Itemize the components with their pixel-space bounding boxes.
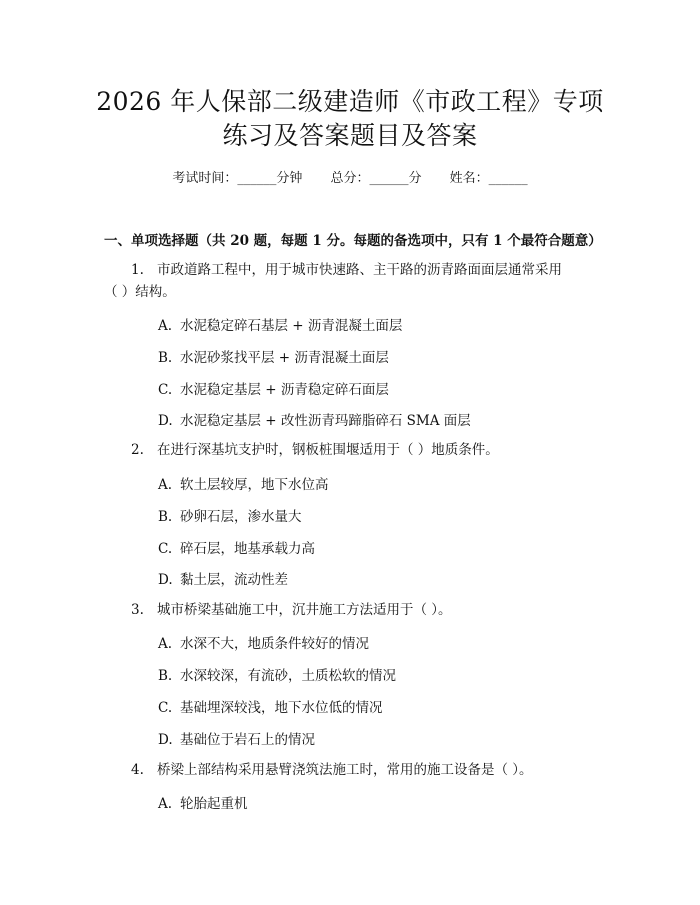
- question-3-option-b: [158, 664, 396, 684]
- question-2-option-a: [158, 473, 329, 493]
- question-number: 4.: [131, 762, 144, 778]
- option-letter: C.: [158, 382, 173, 398]
- question-1-stem: [131, 259, 562, 281]
- option-text: 水深较深，有流砂，土质松软的情况: [180, 668, 396, 684]
- option-text: 轮胎起重机: [180, 796, 248, 812]
- question-1-option-a: [158, 314, 402, 334]
- option-text: 软土层较厚，地下水位高: [180, 477, 329, 493]
- option-letter: A.: [158, 796, 173, 812]
- question-1-option-c: [158, 378, 389, 398]
- question-number: 3.: [131, 602, 144, 618]
- option-letter: B.: [158, 668, 173, 684]
- option-letter: A.: [158, 636, 173, 652]
- question-number: 1.: [131, 262, 144, 278]
- option-letter: B.: [158, 509, 173, 525]
- option-text: 砂卵石层，渗水量大: [180, 509, 302, 525]
- exam-name: 姓名：______: [449, 171, 528, 186]
- option-letter: B.: [158, 350, 173, 366]
- option-text: 基础位于岩石上的情况: [180, 732, 315, 748]
- question-1-option-d: [158, 409, 471, 429]
- question-text: 在进行深基坑支护时，钢板桩围堰适用于（ ）地质条件。: [157, 442, 499, 458]
- option-letter: A.: [158, 477, 173, 493]
- option-text: 基础埋深较浅，地下水位低的情况: [180, 700, 383, 716]
- option-text: 碎石层，地基承载力高: [180, 541, 315, 557]
- question-2-option-c: [158, 537, 315, 557]
- question-1-stem-cont: （ ）结构。: [104, 284, 176, 300]
- option-letter: D.: [158, 413, 173, 429]
- exam-time: 考试时间：______分钟: [172, 171, 303, 186]
- question-3-option-c: [158, 696, 383, 716]
- question-text: 市政道路工程中，用于城市快速路、主干路的沥青路面面层通常采用: [157, 262, 562, 278]
- question-number: 2.: [131, 442, 144, 458]
- document-title-line2: 练习及答案题目及答案: [222, 121, 478, 150]
- option-text: 水泥砂浆找平层 + 沥青混凝土面层: [180, 350, 389, 366]
- question-4-option-a: [158, 792, 248, 812]
- question-3-option-a: [158, 632, 369, 652]
- exam-meta: [0, 167, 700, 186]
- document-title-line1: 2026 年人保部二级建造师《市政工程》专项: [96, 87, 604, 116]
- question-text: 桥梁上部结构采用悬臂浇筑法施工时，常用的施工设备是（ ）。: [157, 762, 533, 778]
- option-text: 黏土层，流动性差: [180, 572, 288, 588]
- option-text: 水泥稳定基层 + 沥青稳定碎石面层: [180, 382, 389, 398]
- option-letter: D.: [158, 572, 173, 588]
- question-4-stem: [131, 759, 533, 781]
- question-2-option-d: [158, 568, 288, 588]
- option-letter: C.: [158, 541, 173, 557]
- option-letter: A.: [158, 318, 173, 334]
- option-letter: C.: [158, 700, 173, 716]
- option-letter: D.: [158, 732, 173, 748]
- question-3-stem: [131, 599, 452, 621]
- question-text: 城市桥梁基础施工中，沉井施工方法适用于（ ）。: [157, 602, 452, 618]
- option-text: 水泥稳定基层 + 改性沥青玛蹄脂碎石 SMA 面层: [180, 413, 471, 429]
- question-3-option-d: [158, 728, 315, 748]
- section-heading: 一、单项选择题（共 20 题，每题 1 分。每题的备选项中，只有 1 个最符合题意）: [104, 233, 602, 249]
- option-text: 水泥稳定碎石基层 + 沥青混凝土面层: [180, 318, 403, 334]
- question-1-option-b: [158, 346, 389, 366]
- exam-score: 总分：______分: [330, 171, 422, 186]
- option-text: 水深不大，地质条件较好的情况: [180, 636, 369, 652]
- question-2-option-b: [158, 505, 302, 525]
- question-2-stem: [131, 439, 499, 461]
